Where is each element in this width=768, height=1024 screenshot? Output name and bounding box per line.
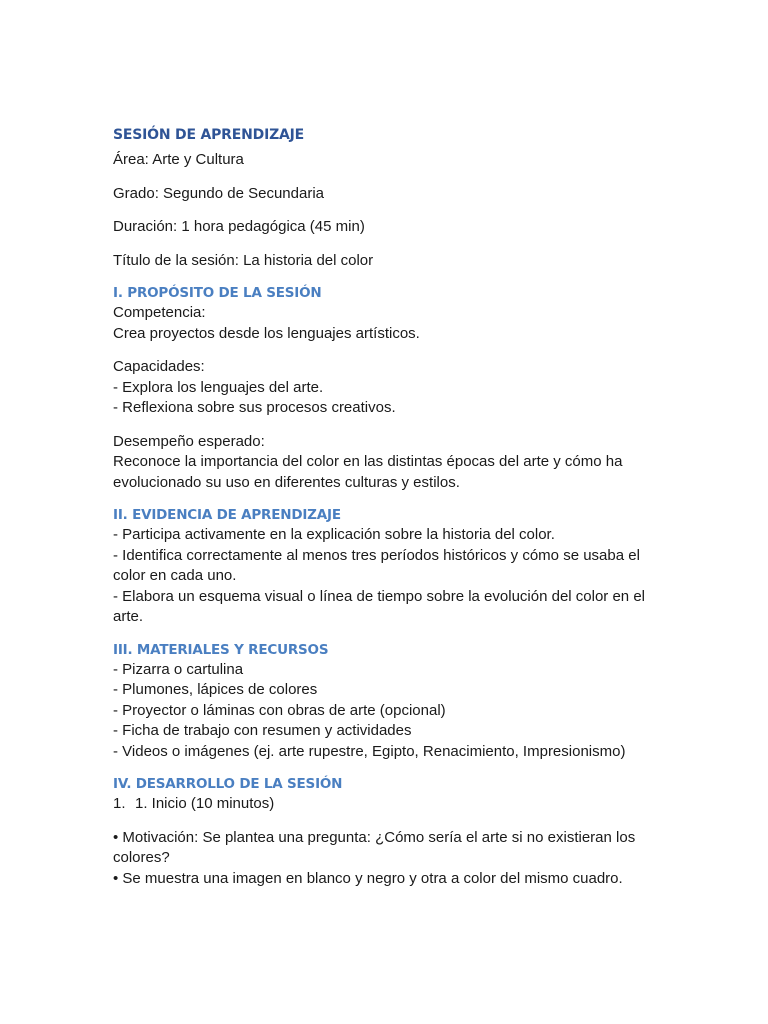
evidencia-line: color en cada uno. [113, 567, 237, 584]
document-body [113, 126, 658, 889]
section-heading-evidencia: II. EVIDENCIA DE APRENDIZAJE [113, 507, 341, 523]
list-number: 1. [113, 795, 126, 812]
evidencia-line: arte. [113, 608, 144, 625]
area-line: Área: Arte y Cultura [113, 151, 244, 168]
document-title: SESIÓN DE APRENDIZAJE [113, 127, 305, 143]
evidencia-line: - Participa activamente en la explicación sobre la historia del color. [113, 526, 555, 543]
desempeno-text: Reconoce la importancia del color en las distintas épocas del arte y cómo ha [113, 453, 623, 470]
capacidad-item: - Reflexiona sobre sus procesos creativos. [113, 399, 396, 416]
material-item: - Proyector o láminas con obras de arte (opcional) [113, 701, 446, 719]
material-item: - Videos o imágenes (ej. arte rupestre, Egipto, Renacimiento, Impresionismo) [113, 742, 626, 760]
material-item: - Pizarra o cartulina [113, 660, 244, 678]
material-item: - Ficha de trabajo con resumen y actividades [113, 722, 412, 739]
competencia-label: Competencia: [113, 304, 206, 321]
competencia-text: Crea proyectos desde los lenguajes artísticos. [113, 324, 420, 342]
evidencia-line: - Elabora un esquema visual o línea de tiempo sobre la evolución del color en el [113, 587, 645, 605]
desarrollo-line: • Motivación: Se plantea una pregunta: ¿Cómo sería el arte si no existieran los [113, 828, 636, 846]
capacidades-label: Capacidades: [113, 358, 205, 375]
capacidad-item: - Explora los lenguajes del arte. [113, 378, 324, 396]
desempeno-text: evolucionado su uso en diferentes culturas y estilos. [113, 473, 460, 491]
desempeno-label: Desempeño esperado: [113, 432, 265, 450]
section-heading-desarrollo: IV. DESARROLLO DE LA SESIÓN [113, 776, 343, 792]
evidencia-line: - Identifica correctamente al menos tres períodos históricos y cómo se usaba el [113, 546, 640, 564]
inicio-text: 1. Inicio (10 minutos) [135, 795, 275, 812]
section-heading-materiales: III. MATERIALES Y RECURSOS [113, 641, 329, 658]
material-item: - Plumones, lápices de colores [113, 681, 318, 698]
titulo-sesion-line: Título de la sesión: La historia del color [113, 251, 374, 269]
desarrollo-line: colores? [113, 849, 170, 866]
grado-line: Grado: Segundo de Secundaria [113, 184, 324, 202]
desarrollo-line: • Se muestra una imagen en blanco y negro y otra a color del mismo cuadro. [113, 869, 623, 887]
section-heading-proposito: I. PROPÓSITO DE LA SESIÓN [113, 285, 322, 301]
duracion-line: Duración: 1 hora pedagógica (45 min) [113, 218, 365, 235]
numbered-list-item [113, 794, 658, 815]
